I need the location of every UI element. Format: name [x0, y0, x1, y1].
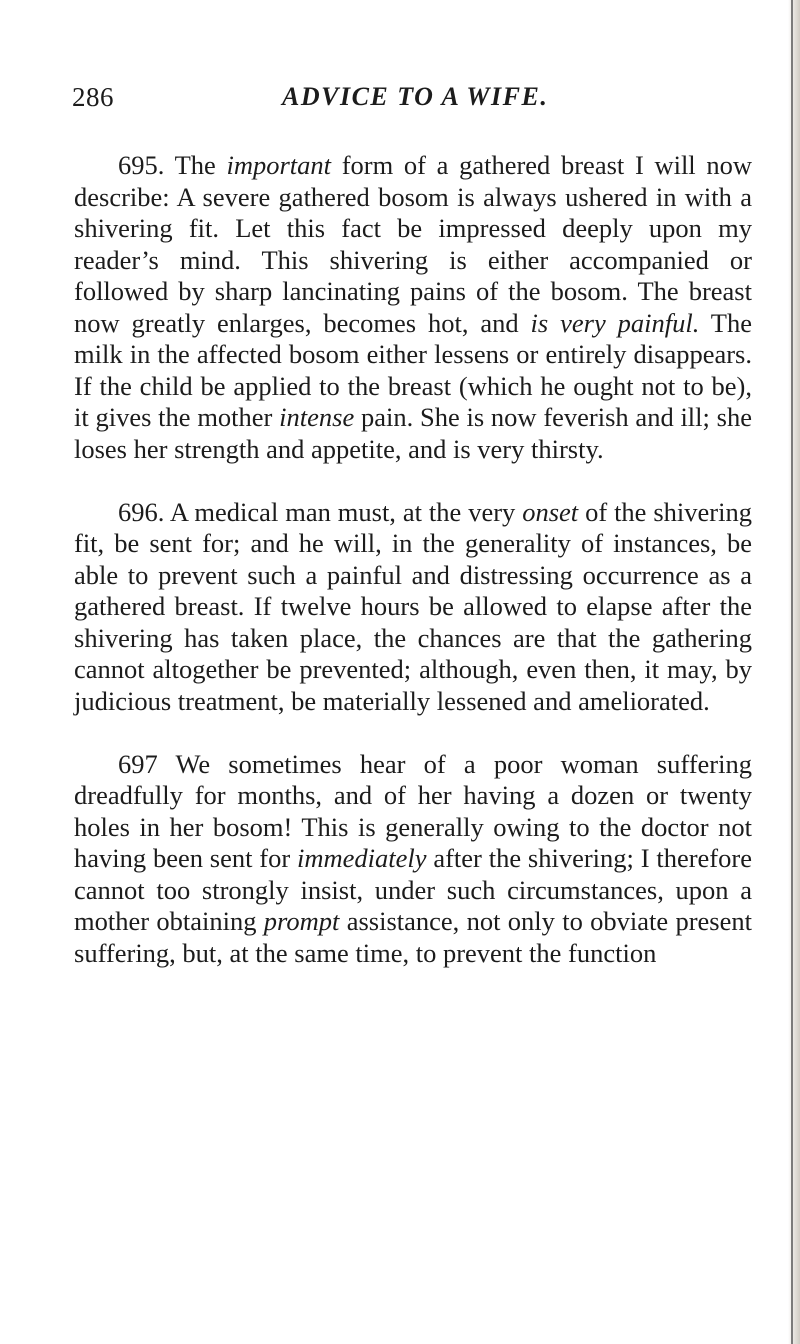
- text-segment: after the shivering; I therefore cannot too strongly insist, under such circumstances, upon a mother obtaining: [74, 843, 752, 936]
- running-head: ADVICE TO A WIFE.: [282, 82, 549, 111]
- italic-segment: onset: [522, 496, 579, 527]
- italic-segment: is very painful.: [530, 307, 700, 338]
- page-number: 286: [72, 82, 114, 112]
- text-segment: pain. She is now feverish and ill; she loses her strength and appetite, and is very thirsty.: [74, 402, 752, 464]
- page-edge-line: [791, 0, 793, 1344]
- paragraph-695: [74, 150, 752, 465]
- page-edge-shadow: [788, 0, 800, 1344]
- text-segment: 696. A medical man must, at the very: [118, 496, 523, 527]
- body-text: [74, 150, 752, 969]
- text-segment: form of a gathered breast I will now describe: A severe gathered bosom is always ushered in with a shivering fit. Let this fact be impressed deeply upon my reader’s mind. This shivering is either accompanied or followed by sharp lancinating pains of the bosom. The breast now greatly enlarges, becomes hot, and: [74, 150, 752, 338]
- italic-segment: intense: [279, 402, 355, 432]
- paragraph-697: [74, 749, 752, 970]
- text-segment: of the shivering fit, be sent for; and he will, in the generality of instances, be able to prevent such a painful and distressing occurrence as a gathered breast. If twelve hours be allowed to elapse after the shivering has taken place, the chances are that the gathering cannot altogether be prevented; although, even then, it may, by judicious treatment, be materially lessened and ameliorated.: [74, 496, 752, 716]
- text-segment: The milk in the affected bosom either lessens or entirely disappears. If the child be applied to the breast (which he ought not to be), it gives the mother: [74, 307, 752, 432]
- paragraph-696: [74, 497, 752, 718]
- italic-segment: important: [226, 150, 332, 180]
- text-segment: 697 We sometimes hear of a poor woman suffering dreadfully for months, and of her having a dozen or twenty holes in her bosom! This is generally owing to the doctor not having been sent for: [74, 748, 752, 873]
- italic-segment: immediately: [297, 843, 427, 873]
- italic-segment: prompt: [263, 906, 340, 936]
- page-header: [72, 82, 752, 122]
- text-segment: assistance, not only to obviate present suffering, but, at the same time, to prevent the function: [74, 906, 752, 968]
- text-segment: 695. The: [118, 150, 227, 180]
